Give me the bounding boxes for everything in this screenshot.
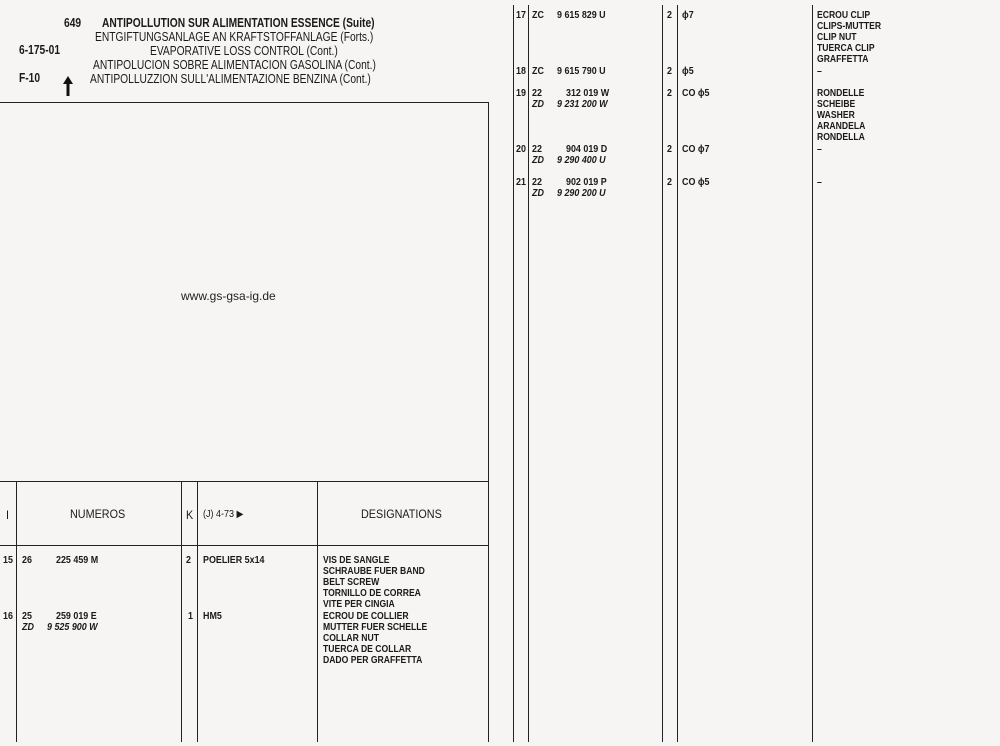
row-index: 21	[516, 176, 526, 188]
row-part: 9 615 829 U	[557, 9, 606, 21]
desc-line: VIS DE SANGLE	[323, 554, 390, 566]
row-index: 19	[516, 87, 526, 99]
title-de: ENTGIFTUNGSANLAGE AN KRAFTSTOFFANLAGE (Forts.)	[95, 30, 374, 44]
row-alt-group: ZD	[22, 621, 34, 633]
row-qty: 2	[186, 554, 191, 566]
row-qty: 2	[667, 65, 672, 77]
row-group: ZC	[532, 9, 544, 21]
row-group: 22	[532, 87, 542, 99]
row-alt-group: ZD	[532, 98, 544, 110]
title-fr: ANTIPOLLUTION SUR ALIMENTATION ESSENCE (Suite)	[102, 16, 375, 30]
desc-line: VITE PER CINGIA	[323, 598, 395, 610]
row-qty: 2	[667, 9, 672, 21]
title-es: ANTIPOLUCION SOBRE ALIMENTACION GASOLINA (Cont.)	[93, 58, 376, 72]
row-alt-part: 9 290 200 U	[557, 187, 606, 199]
desc-line: –	[817, 176, 822, 188]
row-group: 22	[532, 143, 542, 155]
col-appl-header: (J) 4-73 ▶	[203, 509, 244, 520]
table-header-top-rule	[0, 481, 489, 482]
right-col-divider-index	[528, 5, 529, 742]
desc-line: COLLAR NUT	[323, 632, 379, 644]
right-col-divider-k	[662, 5, 663, 742]
row-part: 259 019 E	[56, 610, 97, 622]
row-part: 902 019 P	[566, 176, 607, 188]
row-alt-part: 9 231 200 W	[557, 98, 608, 110]
col-designations-header: DESIGNATIONS	[361, 507, 442, 521]
col-divider-k	[181, 481, 182, 742]
desc-line: GRAFFETTA	[817, 53, 869, 65]
desc-line: SCHEIBE	[817, 98, 856, 110]
desc-line: WASHER	[817, 109, 855, 121]
col-index-header: I	[6, 508, 10, 522]
row-designation	[817, 177, 822, 188]
desc-line: –	[817, 143, 822, 155]
row-alt-part: 9 290 400 U	[557, 154, 606, 166]
desc-line: SCHRAUBE FUER BAND	[323, 565, 425, 577]
watermark-url: www.gs-gsa-ig.de	[181, 289, 276, 303]
col-numeros-header: NUMEROS	[70, 507, 126, 521]
row-designation	[323, 611, 427, 666]
row-index: 17	[516, 9, 526, 21]
desc-line: CLIP NUT	[817, 31, 857, 43]
fig-code: F-10	[19, 71, 41, 85]
right-col-divider-index-left	[513, 5, 514, 742]
desc-line: ECROU CLIP	[817, 9, 871, 21]
col-divider-appl	[197, 481, 198, 742]
desc-line: RONDELLE	[817, 87, 865, 99]
table-header-bottom-rule	[0, 545, 489, 546]
row-part: 312 019 W	[566, 87, 610, 99]
row-group: 22	[532, 176, 542, 188]
ref-code: 6-175-01	[19, 43, 61, 57]
right-col-divider-appl	[677, 5, 678, 742]
row-designation	[817, 10, 881, 65]
row-spec: CO ϕ7	[682, 143, 710, 155]
title-en: EVAPORATIVE LOSS CONTROL (Cont.)	[150, 44, 338, 58]
row-part: 225 459 M	[56, 554, 99, 566]
col-divider-designations	[317, 481, 318, 742]
row-spec: ϕ5	[682, 65, 694, 77]
row-index: 18	[516, 65, 526, 77]
desc-line: –	[817, 65, 822, 77]
row-part: 9 615 790 U	[557, 65, 606, 77]
row-alt-part: 9 525 900 W	[47, 621, 98, 633]
row-index: 20	[516, 143, 526, 155]
page-number: 649	[64, 16, 82, 30]
desc-line: RONDELLA	[817, 131, 865, 143]
arrow-up-icon	[62, 76, 74, 96]
header-bottom-rule	[0, 102, 489, 103]
row-qty: 2	[667, 143, 672, 155]
desc-line: CLIPS-MUTTER	[817, 20, 882, 32]
row-qty: 1	[188, 610, 193, 622]
row-group: 25	[22, 610, 32, 622]
desc-line: ECROU DE COLLIER	[323, 610, 409, 622]
row-designation	[817, 66, 822, 77]
desc-line: BELT SCREW	[323, 576, 380, 588]
desc-line: TUERCA CLIP	[817, 42, 875, 54]
col-k-header: K	[186, 508, 194, 522]
desc-line: ARANDELA	[817, 120, 866, 132]
row-part: 904 019 D	[566, 143, 608, 155]
desc-line: DADO PER GRAFFETTA	[323, 654, 423, 666]
row-spec: CO ϕ5	[682, 87, 710, 99]
desc-line: TORNILLO DE CORREA	[323, 587, 421, 599]
right-col-divider-designations	[812, 5, 813, 742]
row-alt-group: ZD	[532, 154, 544, 166]
row-qty: 2	[667, 176, 672, 188]
row-alt-group: ZD	[532, 187, 544, 199]
row-designation	[323, 555, 425, 610]
illustration-right-border	[488, 102, 489, 742]
row-designation	[817, 88, 865, 143]
row-qty: 2	[667, 87, 672, 99]
row-spec: POELIER 5x14	[203, 554, 265, 566]
title-it: ANTIPOLLUZZION SULL'ALIMENTAZIONE BENZINA (Cont.)	[90, 72, 371, 86]
row-spec: CO ϕ5	[682, 176, 710, 188]
row-spec: ϕ7	[682, 9, 694, 21]
row-designation	[817, 144, 822, 155]
row-index: 16	[3, 610, 13, 622]
row-group: ZC	[532, 65, 544, 77]
desc-line: MUTTER FUER SCHELLE	[323, 621, 428, 633]
row-index: 15	[3, 554, 13, 566]
row-spec: HM5	[203, 610, 222, 622]
row-group: 26	[22, 554, 32, 566]
col-divider-index	[16, 481, 17, 742]
desc-line: TUERCA DE COLLAR	[323, 643, 412, 655]
